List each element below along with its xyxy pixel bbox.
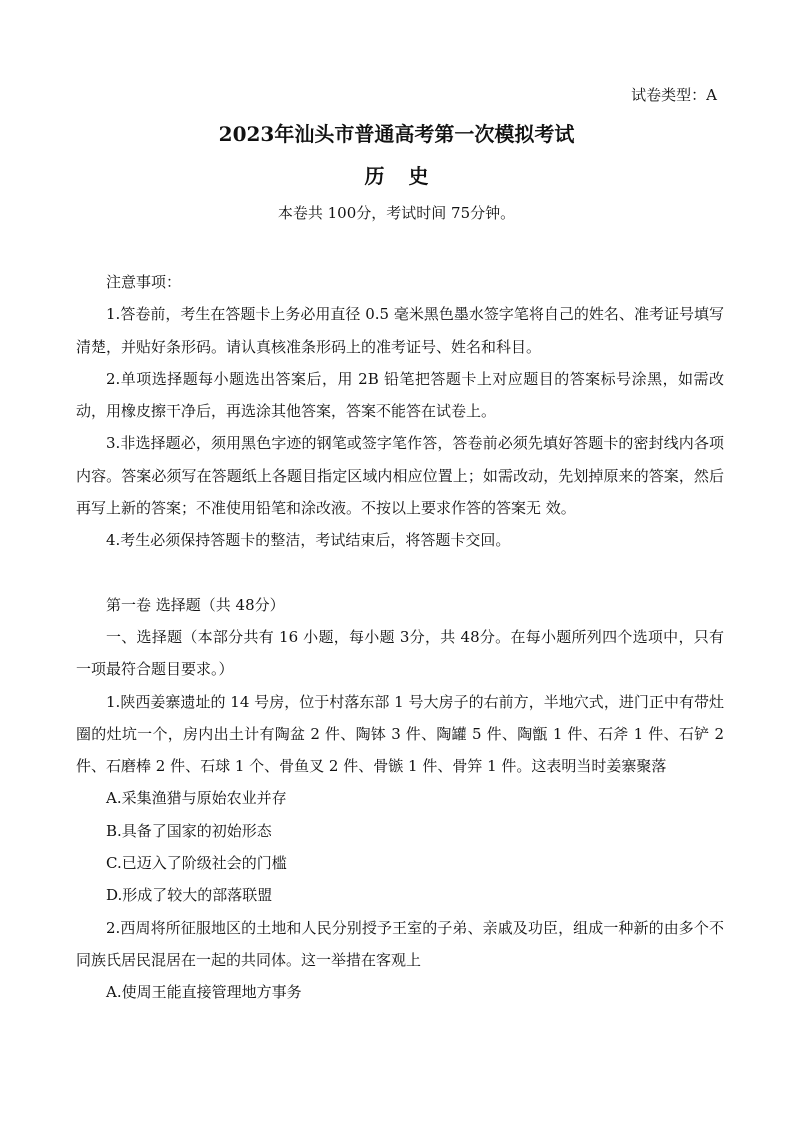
question-stem: 1.陕西姜寨遗址的 14 号房，位于村落东部 1 号大房子的右前方，半地穴式，进门正中有带灶圈的灶坑一个，房内出土计有陶盆 2 件、陶钵 3 件、陶罐 5 件、陶甑 1 件、石斧 1 件、石铲 2 件、石磨棒 2 件、石球 1 个、骨鱼叉 2 件、骨镞 1 件、骨笄 1 件。这表明当时姜寨聚落	[76, 692, 724, 776]
notes-heading: 注意事项：	[106, 273, 182, 291]
note-item: 4.考生必须保持答题卡的整洁，考试结束后，将答题卡交回。	[106, 531, 511, 550]
answer-option: D.形成了较大的部落联盟	[106, 886, 273, 905]
exam-info: 本卷共 100分，考试时间 75分钟。	[277, 204, 516, 222]
answer-option: C.已迈入了阶级社会的门槛	[106, 854, 287, 873]
answer-option: B.具备了国家的初始形态	[106, 821, 272, 840]
part-heading: 第一卷 选择题（共 48分）	[106, 595, 285, 614]
exam-body	[76, 266, 724, 1009]
note-item: 2.单项选择题每小题选出答案后，用 2B 铅笔把答题卡上对应题目的答案标号涂黑，如需改动，用橡皮擦干净后，再选涂其他答案，答案不能答在试卷上。	[76, 369, 724, 421]
answer-option: A.使周王能直接管理地方事务	[106, 983, 302, 1002]
subject-title: 历史	[364, 164, 453, 188]
note-item: 3.非选择题必，须用黑色字迹的钢笔或签字笔作答，答卷前必须先填好答题卡的密封线内各项内容。答案必须写在答题纸上各题目指定区域内相应位置上；如需改动，先划掉原来的答案，然后再写上新的答案；不准使用铅笔和涂改液。不按以上要求作答的答案无 效。	[76, 434, 724, 518]
note-item: 1.答卷前，考生在答题卡上务必用直径 0.5 毫米黑色墨水签字笔将自己的姓名、准考证号填写清楚，并贴好条形码。请认真核准条形码上的准考证号、姓名和科目。	[76, 305, 724, 356]
section-spacer	[76, 557, 724, 589]
exam-title: 2023年汕头市普通高考第一次模拟考试	[218, 122, 575, 146]
answer-option: A.采集渔猎与原始农业并存	[106, 789, 287, 808]
question-stem: 2.西周将所征服地区的土地和人民分别授予王室的子弟、亲戚及功臣，组成一种新的由多个不同族氏居民混居在一起的共同体。这一举措在客观上	[76, 918, 724, 969]
exam-type-label: 试卷类型：A	[631, 86, 717, 104]
part-instruction: 一、选择题（本部分共有 16 小题，每小题 3分，共 48分。在每小题所列四个选项中，只有一项最符合题目要求。）	[76, 627, 724, 679]
